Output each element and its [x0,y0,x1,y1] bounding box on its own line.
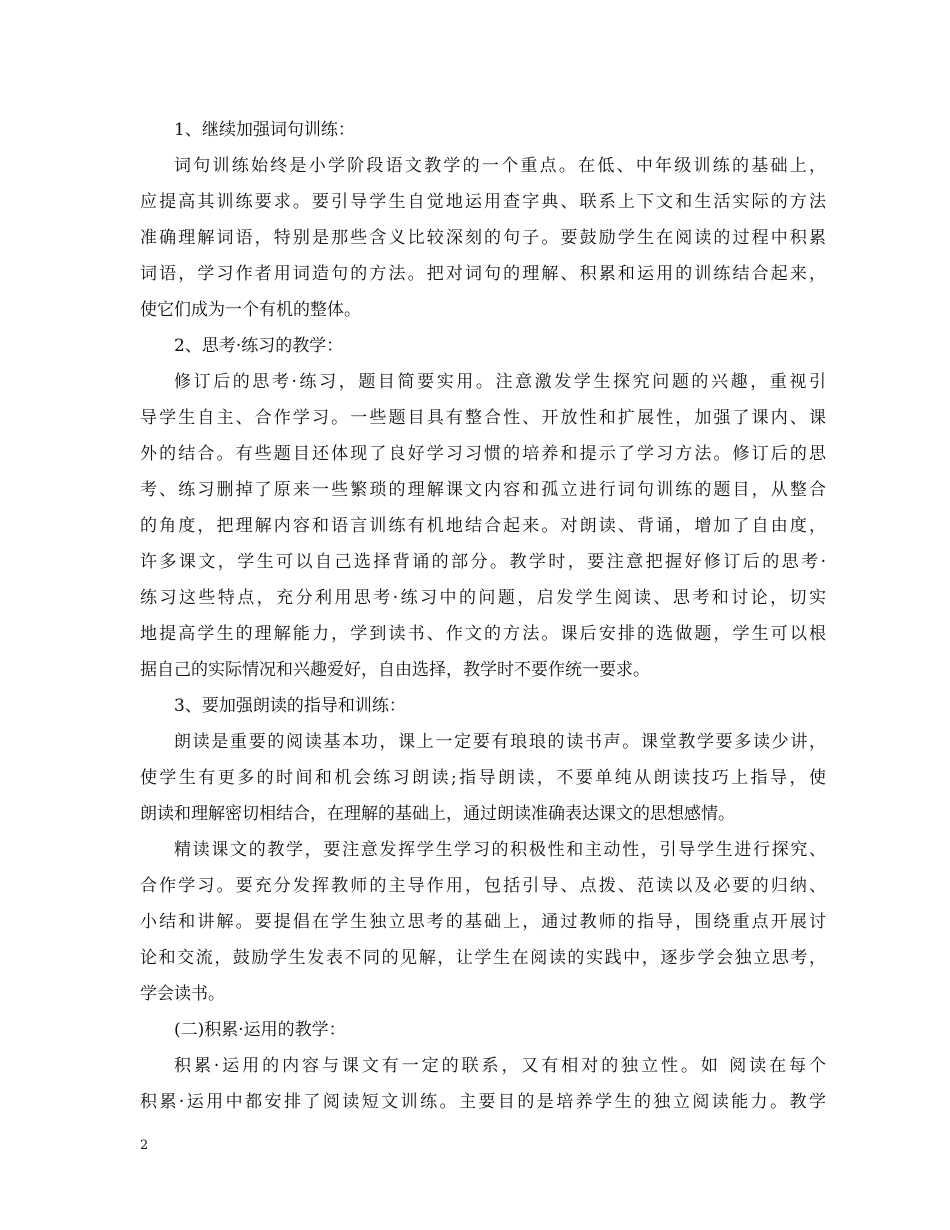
text-line: 的角度，把理解内容和语言训练有机地结合起来。对朗读、背诵，增加了自由度， [140,516,826,536]
text-line: 朗读是重要的阅读基本功，课上一定要有琅琅的读书声。课堂教学要多读少讲， [174,732,826,752]
text-line: 词句训练始终是小学阶段语文教学的一个重点。在低、中年级训练的基础上， [174,156,826,176]
text-line: 应提高其训练要求。要引导学生自觉地运用查字典、联系上下文和生活实际的方法 [140,192,826,212]
text-line: 积累·运用中都安排了阅读短文训练。主要目的是培养学生的独立阅读能力。教学 [140,1092,826,1112]
text-line: 2、思考·练习的教学： [174,336,344,356]
text-line: 积累·运用的内容与课文有一定的联系，又有相对的独立性。如 阅读在每个 [174,1056,826,1076]
text-line: 合作学习。要充分发挥教师的主导作用，包括引导、点拨、范读以及必要的归纳、 [140,876,826,896]
text-line: 练习这些特点，充分利用思考·练习中的问题，启发学生阅读、思考和讨论，切实 [140,588,826,608]
document-body [140,112,826,1120]
text-line: (二)积累·运用的教学： [174,1020,346,1040]
text-line: 修订后的思考·练习，题目简要实用。注意激发学生探究问题的兴趣，重视引 [174,372,826,392]
text-line: 词语，学习作者用词造句的方法。把对词句的理解、积累和运用的训练结合起来， [140,264,826,284]
text-line: 许多课文，学生可以自己选择背诵的部分。教学时，要注意把握好修订后的思考· [140,552,826,572]
text-line: 精读课文的教学，要注意发挥学生学习的积极性和主动性，引导学生进行探究、 [174,840,826,860]
text-line: 学会读书。 [140,984,225,1004]
text-line: 据自己的实际情况和兴趣爱好，自由选择，教学时不要作统一要求。 [140,660,650,680]
text-line: 论和交流，鼓励学生发表不同的见解，让学生在阅读的实践中，逐步学会独立思考， [140,948,826,968]
text-line: 朗读和理解密切相结合，在理解的基础上，通过朗读准确表达课文的思想感情。 [140,804,735,824]
text-line: 准确理解词语，特别是那些含义比较深刻的句子。要鼓励学生在阅读的过程中积累 [140,228,826,248]
text-line: 小结和讲解。要提倡在学生独立思考的基础上，通过教师的指导，围绕重点开展讨 [140,912,826,932]
text-line: 地提高学生的理解能力，学到读书、作文的方法。课后安排的选做题，学生可以根 [140,624,826,644]
text-line: 3、要加强朗读的指导和训练： [174,696,406,716]
text-line: 导学生自主、合作学习。一些题目具有整合性、开放性和扩展性，加强了课内、课 [140,408,826,428]
text-line: 外的结合。有些题目还体现了良好学习习惯的培养和提示了学习方法。修订后的思 [140,444,826,464]
text-line: 使它们成为一个有机的整体。 [140,300,361,320]
text-line: 1、继续加强词句训练： [174,120,355,140]
page-number: 2 [140,1138,149,1153]
text-line: 使学生有更多的时间和机会练习朗读;指导朗读，不要单纯从朗读技巧上指导，使 [140,768,826,788]
text-line: 考、练习删掉了原来一些繁琐的理解课文内容和孤立进行词句训练的题目，从整合 [140,480,826,500]
